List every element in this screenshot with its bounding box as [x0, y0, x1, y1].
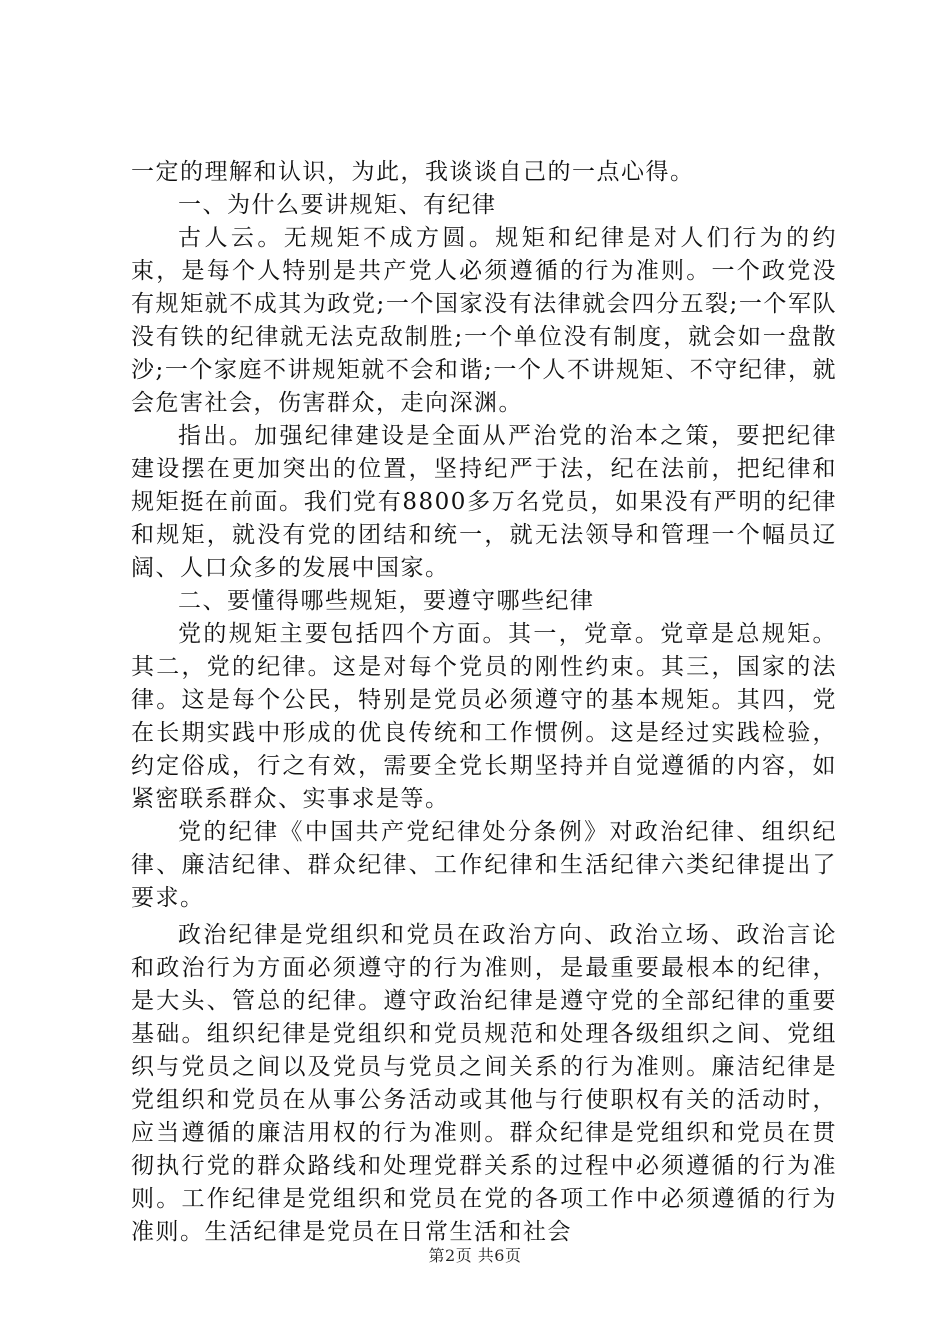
paragraph: 党的纪律《中国共产党纪律处分条例》对政治纪律、组织纪律、廉洁纪律、群众纪律、工作纪律和生活纪律六类纪律提出了要求。 — [131, 819, 837, 911]
paragraph: 党的规矩主要包括四个方面。其一，党章。党章是总规矩。其二，党的纪律。这是对每个党员的刚性约束。其三，国家的法律。这是每个公民，特别是党员必须遵守的基本规矩。其四，党在长期实践中形成的优良传统和工作惯例。这是经过实践检验，约定俗成，行之有效，需要全党长期坚持并自觉遵循的内容，如紧密联系群众、实事求是等。 — [131, 621, 837, 812]
paragraph: 政治纪律是党组织和党员在政治方向、政治立场、政治言论和政治行为方面必须遵守的行为准则，是最重要最根本的纪律，是大头、管总的纪律。遵守政治纪律是遵守党的全部纪律的重要基础。组织纪律是党组织和党员规范和处理各级组织之间、党组织与党员之间以及党员与党员之间关系的行为准则。廉洁纪律是党组织和党员在从事公务活动或其他与行使职权有关的活动时，应当遵循的廉洁用权的行为准则。群众纪律是党组织和党员在贯彻执行党的群众路线和处理党群关系的过程中必须遵循的行为准则。工作纪律是党组织和党员在党的各项工作中必须遵循的行为准则。生活纪律是党员在日常生活和社会 — [131, 922, 837, 1245]
document-body — [131, 156, 837, 1249]
section-heading-2: 二、要懂得哪些规矩，要遵守哪些纪律 — [178, 588, 595, 614]
paragraph: 古人云。无规矩不成方圆。规矩和纪律是对人们行为的约束，是每个人特别是共产党人必须遵循的行为准则。一个政党没有规矩就不成其为政党;一个国家没有法律就会四分五裂;一个军队没有铁的纪律就无法克敌制胜;一个单位没有制度，就会如一盘散沙;一个家庭不讲规矩就不会和谐;一个人不讲规矩、不守纪律，就会危害社会，伤害群众，走向深渊。 — [131, 225, 837, 416]
page-number-footer: 第2页 共6页 — [428, 1246, 522, 1265]
paragraph: 指出。加强纪律建设是全面从严治党的治本之策，要把纪律建设摆在更加突出的位置，坚持纪严于法，纪在法前，把纪律和规矩挺在前面。我们党有8800多万名党员，如果没有严明的纪律和规矩，就没有党的团结和统一，就无法领导和管理一个幅员辽阔、人口众多的发展中国家。 — [131, 423, 837, 581]
paragraph-intro: 一定的理解和认识，为此，我谈谈自己的一点心得。 — [131, 159, 695, 185]
section-heading-1: 一、为什么要讲规矩、有纪律 — [178, 192, 497, 218]
